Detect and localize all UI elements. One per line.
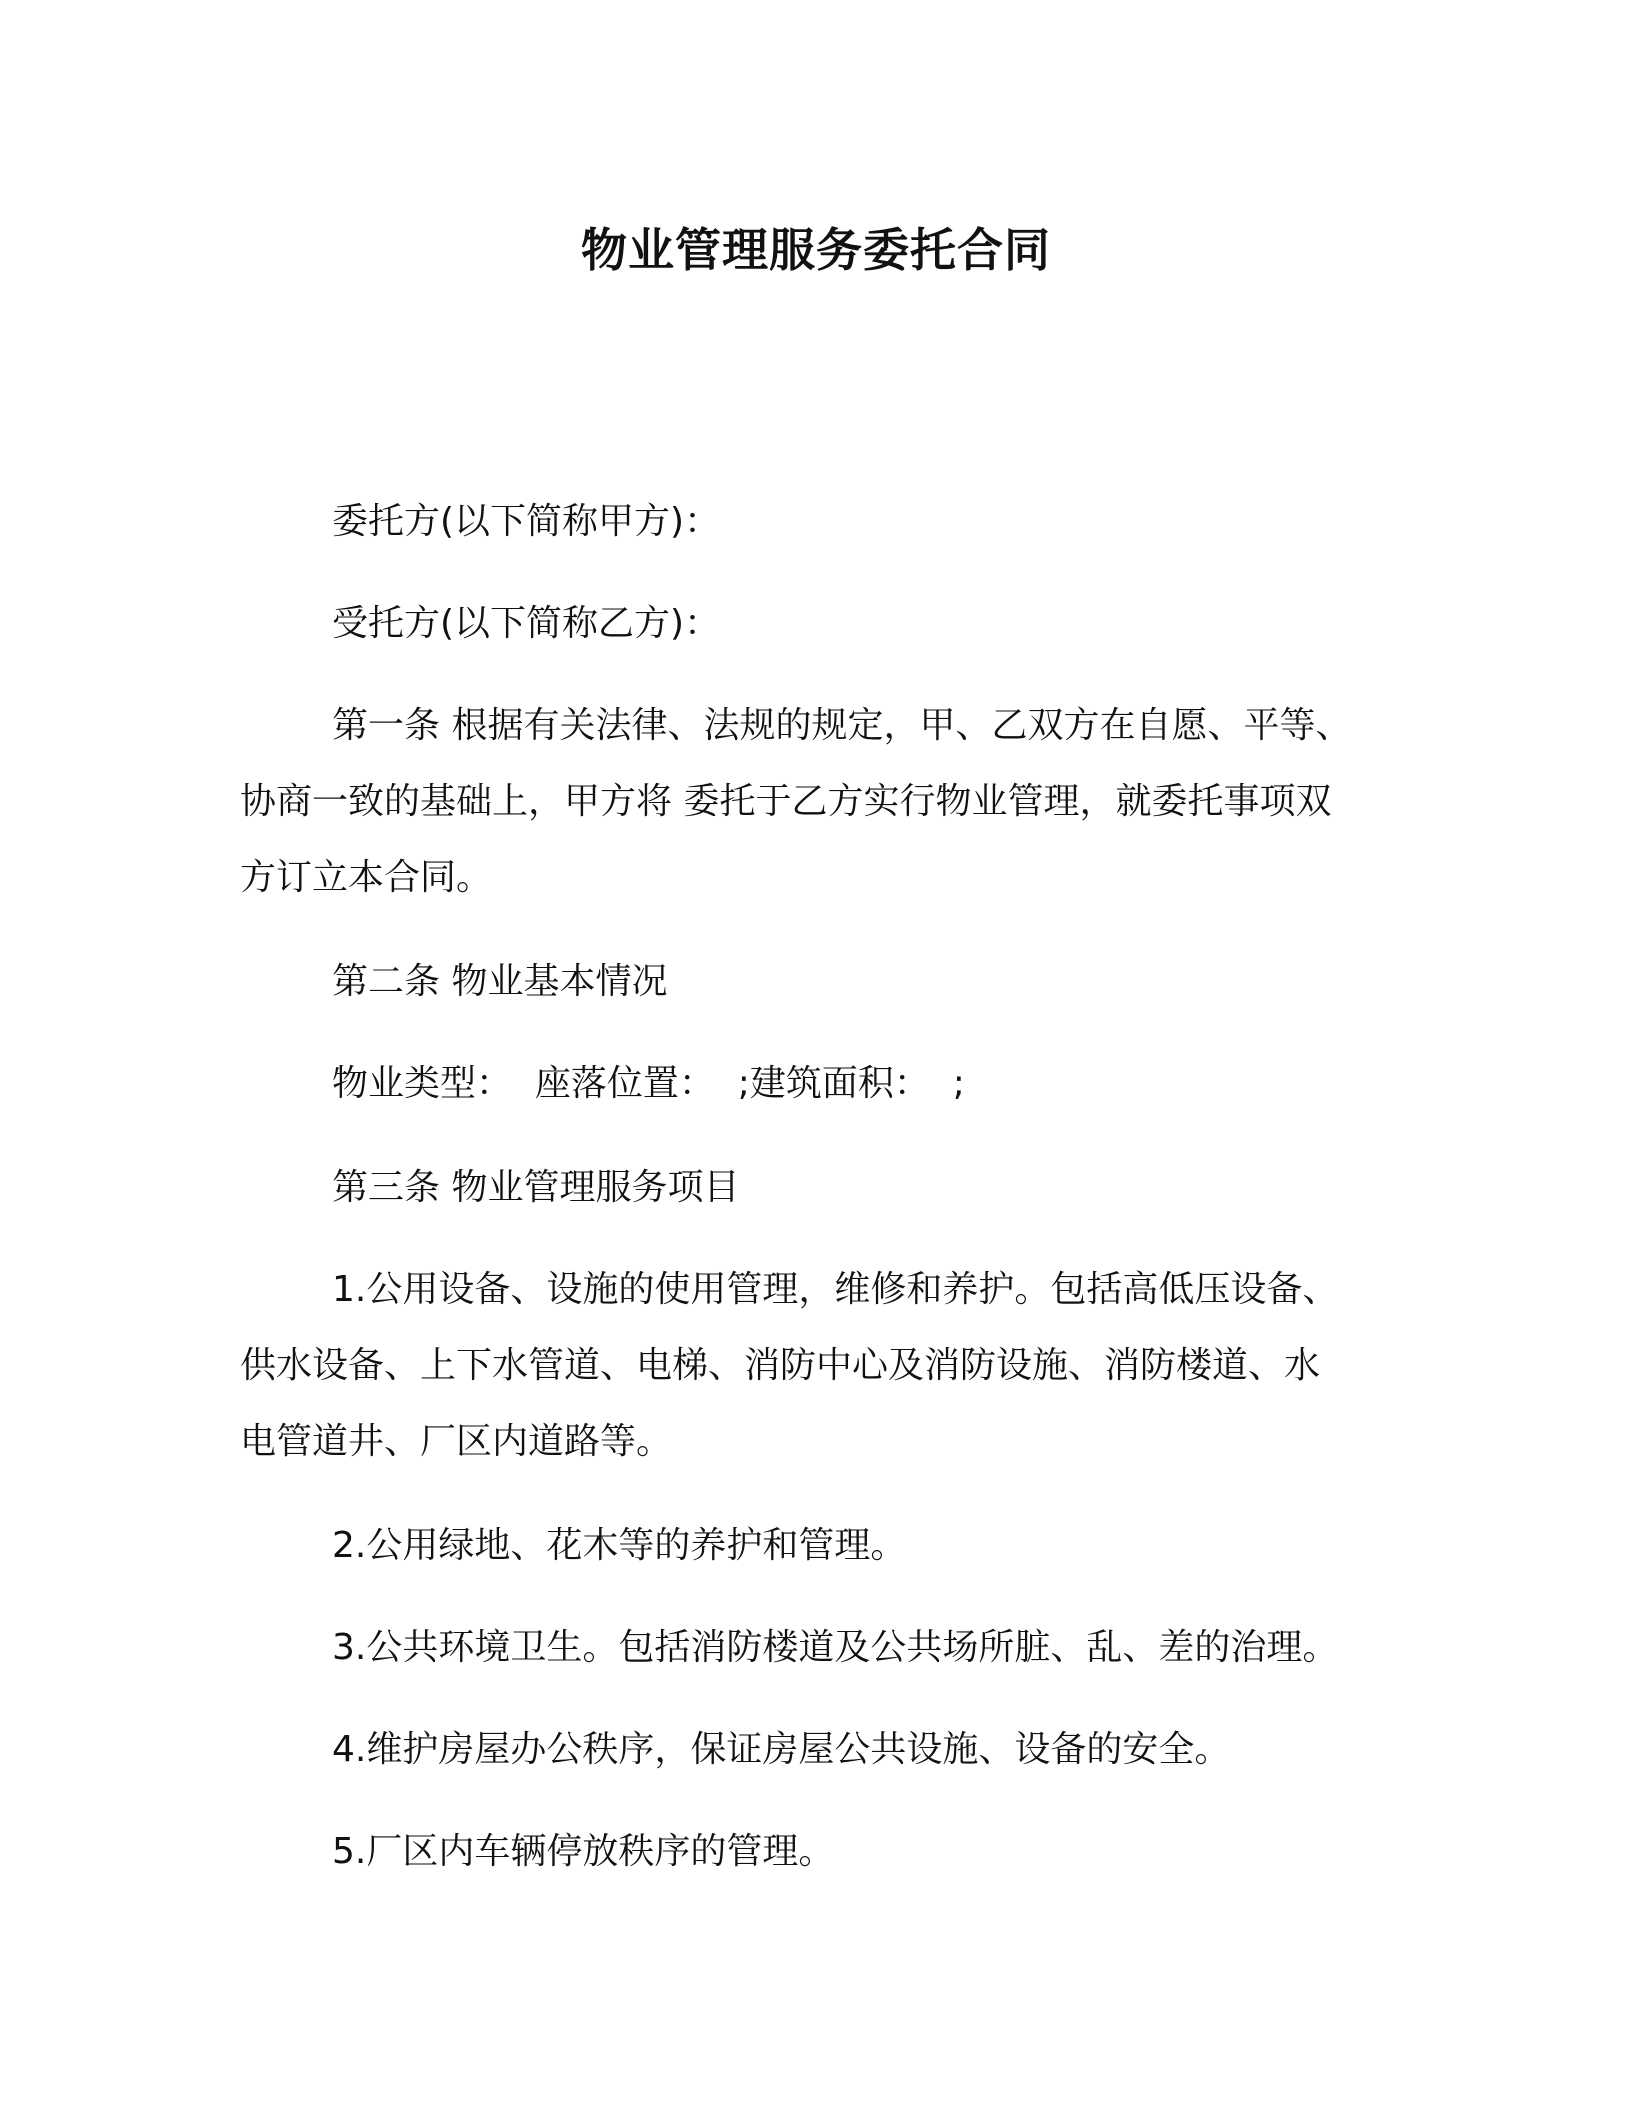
paragraph-line: 供水设备、上下水管道、电梯、消防中心及消防设施、消防楼道、水 [240,1345,1321,1386]
paragraph-line: 4.维护房屋办公秩序，保证房屋公共设施、设备的安全。 [332,1729,1231,1770]
paragraph-line: 2.公用绿地、花木等的养护和管理。 [332,1525,907,1566]
paragraph-item-4 [240,1712,1370,1788]
paragraph-item-2 [240,1508,1370,1584]
paragraph-line: 方订立本合同。 [240,857,493,898]
paragraph-line: 物业类型： 座落位置： ;建筑面积： ; [332,1063,965,1104]
paragraph-line: 5.厂区内车辆停放秩序的管理。 [332,1831,835,1872]
paragraph-line: 受托方(以下简称乙方)： [332,603,721,644]
paragraph-article-3 [240,1150,1370,1226]
paragraph-property-info [240,1046,1370,1122]
paragraph-line: 3.公共环境卫生。包括消防楼道及公共场所脏、乱、差的治理。 [332,1627,1339,1668]
paragraph-line: 第一条 根据有关法律、法规的规定，甲、乙双方在自愿、平等、 [332,705,1352,746]
paragraph-line: 委托方(以下简称甲方)： [332,501,721,542]
document-title: 物业管理服务委托合同 [581,223,1051,277]
paragraph-article-1 [240,688,1370,916]
paragraph-item-3 [240,1610,1370,1686]
paragraph-line: 协商一致的基础上，甲方将 委托于乙方实行物业管理，就委托事项双 [240,781,1332,822]
paragraph-line: 1.公用设备、设施的使用管理，维修和养护。包括高低压设备、 [332,1269,1339,1310]
paragraph-contractor [240,586,1370,662]
paragraph-client [240,484,1370,560]
paragraph-item-5 [240,1814,1370,1890]
paragraph-line: 电管道井、厂区内道路等。 [240,1421,673,1462]
paragraph-line: 第二条 物业基本情况 [332,961,668,1002]
paragraph-item-1 [240,1252,1370,1480]
paragraph-article-2 [240,944,1370,1020]
paragraph-line: 第三条 物业管理服务项目 [332,1167,740,1208]
